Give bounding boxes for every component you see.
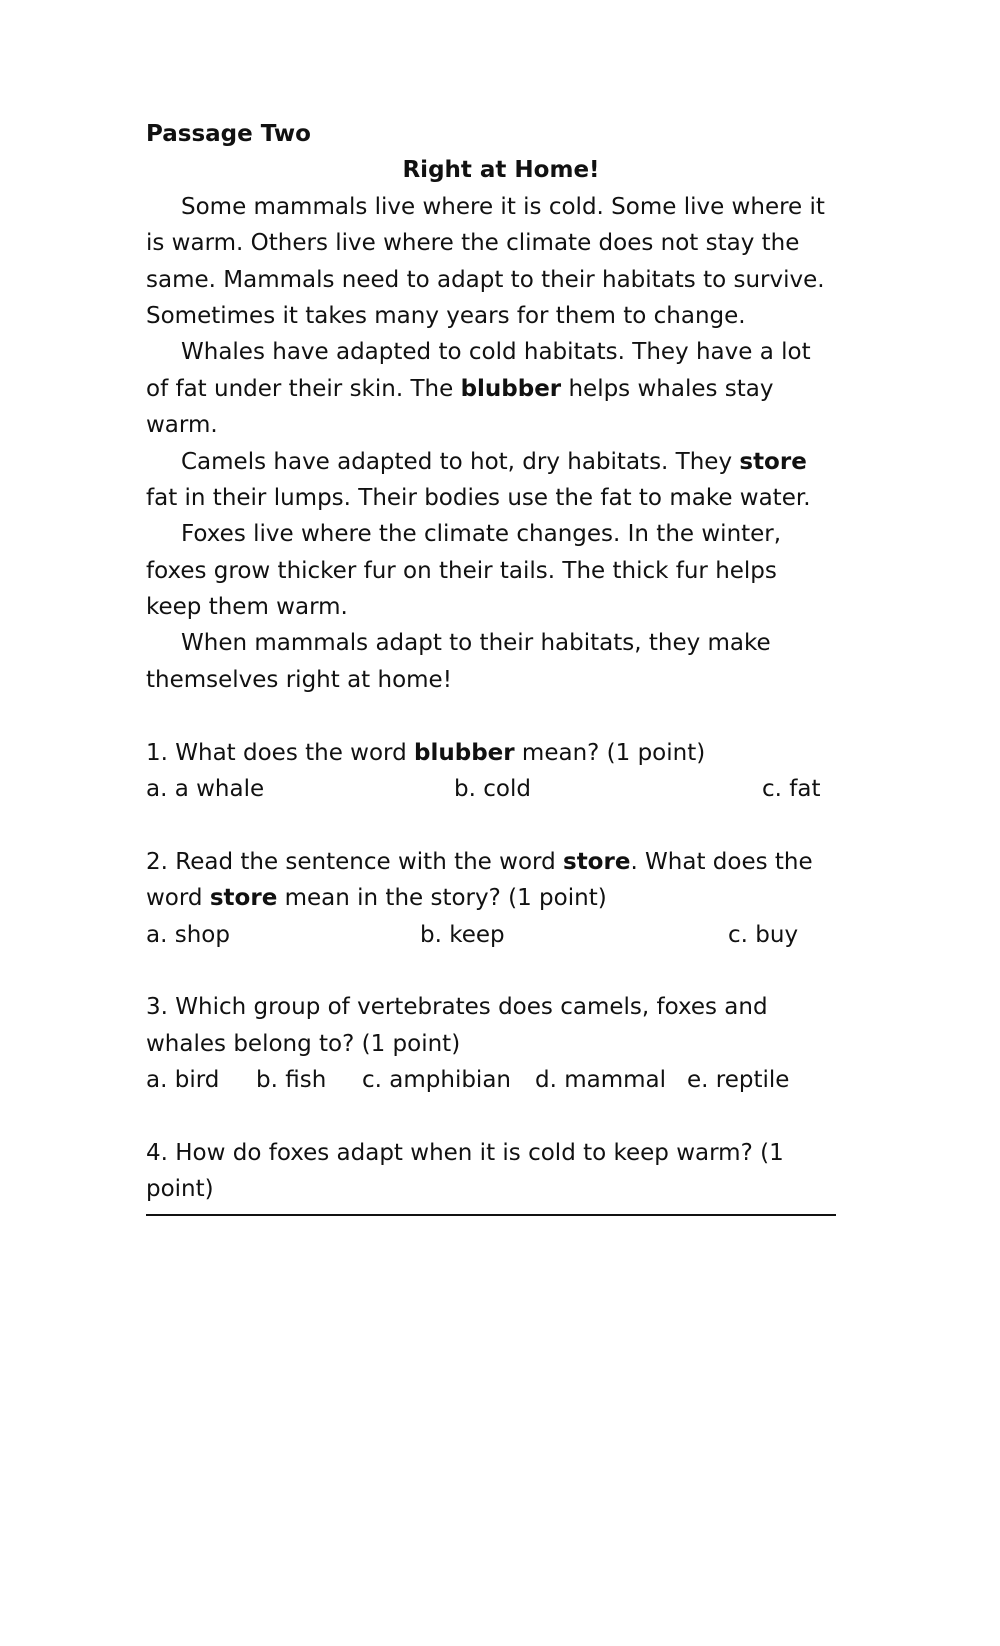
passage-line: When mammals adapt to their habitats, they make: [181, 630, 771, 657]
question-2: [146, 844, 856, 953]
passage-line: warm.: [146, 412, 218, 439]
question-text: whales belong to? (1 point): [146, 1030, 461, 1057]
worksheet-page: [146, 116, 856, 1216]
question-text: [146, 735, 856, 771]
passage-line: [146, 444, 856, 480]
question-4: [146, 1135, 856, 1216]
passage-line: Foxes live where the climate changes. In the winter,: [181, 521, 782, 548]
passage-line: same. Mammals need to adapt to their habitats to survive.: [146, 266, 825, 293]
question-text: 3. Which group of vertebrates does camels, foxes and: [146, 994, 768, 1021]
option-b[interactable]: b. cold: [454, 776, 531, 803]
answer-options: [146, 1062, 856, 1098]
passage-line: fat in their lumps. Their bodies use the fat to make water.: [146, 484, 811, 511]
option-a[interactable]: a. a whale: [146, 776, 265, 803]
question-text: [146, 844, 856, 880]
passage-text: of fat under their skin. The: [146, 375, 461, 402]
vocab-word-blubber: blubber: [460, 375, 562, 402]
option-e[interactable]: e. reptile: [687, 1067, 790, 1094]
passage-text: helps whales stay: [561, 375, 774, 402]
option-b[interactable]: b. fish: [256, 1067, 327, 1094]
option-a[interactable]: a. shop: [146, 921, 230, 948]
option-d[interactable]: d. mammal: [535, 1067, 667, 1094]
option-c[interactable]: c. buy: [728, 921, 799, 948]
question-text-part: . What does the: [630, 848, 813, 875]
question-1: [146, 735, 856, 808]
vocab-word-store: store: [209, 885, 278, 912]
question-text: [146, 880, 856, 916]
passage-line: foxes grow thicker fur on their tails. The thick fur helps: [146, 557, 777, 584]
passage-line: [146, 371, 856, 407]
vocab-word-blubber: blubber: [414, 739, 515, 766]
passage-title: Right at Home!: [402, 157, 600, 184]
question-text-part: 1. What does the word: [146, 739, 415, 766]
question-text: point): [146, 1176, 214, 1203]
option-c[interactable]: c. fat: [762, 776, 821, 803]
question-text: 4. How do foxes adapt when it is cold to keep warm? (1: [146, 1139, 784, 1166]
option-a[interactable]: a. bird: [146, 1067, 220, 1094]
vocab-word-store: store: [739, 448, 807, 475]
answer-options: [146, 771, 856, 807]
passage-line: themselves right at home!: [146, 666, 452, 693]
option-b[interactable]: b. keep: [420, 921, 505, 948]
question-text-part: 2. Read the sentence with the word: [146, 848, 563, 875]
option-c[interactable]: c. amphibian: [362, 1067, 511, 1094]
question-text-part: mean in the story? (1 point): [277, 885, 607, 912]
question-text-part: word: [146, 885, 210, 912]
passage-line: Sometimes it takes many years for them to change.: [146, 302, 746, 329]
passage-line: is warm. Others live where the climate does not stay the: [146, 230, 800, 257]
question-text-part: mean? (1 point): [514, 739, 706, 766]
passage-text: Camels have adapted to hot, dry habitats. They: [181, 448, 740, 475]
passage-heading: Passage Two: [146, 121, 311, 147]
vocab-word-store: store: [563, 848, 631, 875]
question-3: [146, 989, 856, 1098]
passage-line: Whales have adapted to cold habitats. They have a lot: [181, 339, 811, 366]
passage-line: Some mammals live where it is cold. Some live where it: [181, 193, 825, 220]
passage-line: keep them warm.: [146, 594, 348, 621]
passage-body: [146, 189, 856, 698]
answer-line[interactable]: [146, 1214, 836, 1216]
answer-options: [146, 917, 856, 953]
